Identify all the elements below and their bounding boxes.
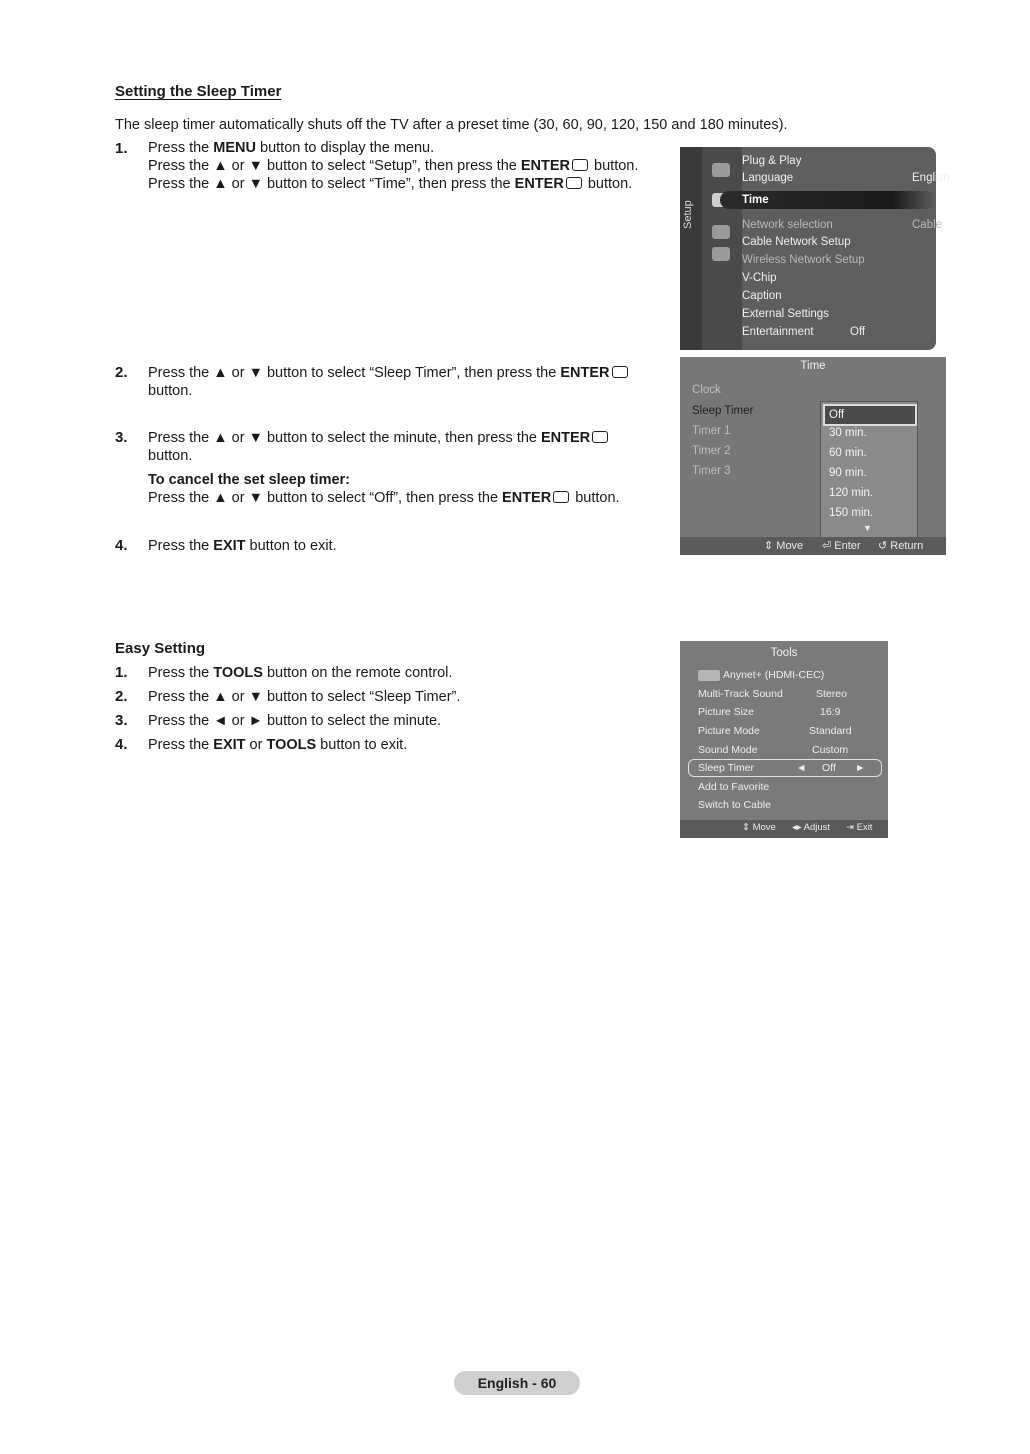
setup-category-label: Setup bbox=[682, 200, 694, 229]
intro-paragraph: The sleep timer automatically shuts off the TV after a preset time (30, 60, 90, 120, 150 and 180 minutes). bbox=[115, 117, 788, 133]
page-footer-label: English - 60 bbox=[454, 1371, 580, 1395]
setup-sidebar bbox=[680, 147, 702, 350]
tools-adjust-hint: ◂▸ Adjust bbox=[792, 822, 831, 833]
right-arrow-icon: ► bbox=[855, 762, 866, 774]
exit-icon: ⇥ bbox=[846, 822, 854, 833]
updown-arrow-icon: ⇕ bbox=[742, 822, 750, 833]
dropdown-option-150: 150 min. bbox=[829, 507, 874, 519]
tools-row-sleep-timer: Sleep Timer ◄ Off ► bbox=[698, 762, 866, 774]
tools-menu-hint-bar bbox=[680, 820, 888, 838]
step-2-number: 2. bbox=[115, 364, 128, 381]
tools-row-picture-mode: Picture Mode Standard bbox=[698, 725, 852, 737]
enter-hint: ⏎ Enter bbox=[822, 540, 861, 552]
return-hint: ↺ Return bbox=[878, 540, 924, 552]
step-4-text: Press the EXIT button to exit. bbox=[148, 538, 337, 554]
dropdown-option-off: Off bbox=[823, 404, 917, 426]
dropdown-option-90: 90 min. bbox=[829, 467, 867, 479]
scroll-down-icon: ▼ bbox=[863, 523, 872, 533]
easy-step-2-text: Press the ▲ or ▼ button to select “Sleep Timer”. bbox=[148, 689, 461, 705]
step-3-text: Press the ▲ or ▼ button to select the minute, then press the ENTER button. bbox=[148, 429, 658, 465]
tools-exit-hint: ⇥ Exit bbox=[846, 822, 873, 833]
cancel-text: Press the ▲ or ▼ button to select “Off”, then press the ENTER button. bbox=[148, 490, 620, 506]
step-1-text bbox=[148, 139, 638, 193]
time-row-timer-2: Timer 2 bbox=[692, 445, 731, 457]
category-icon-column bbox=[702, 147, 742, 350]
setup-item-language: Language English bbox=[742, 172, 950, 184]
enter-icon bbox=[572, 159, 588, 171]
setup-item-entertainment: Entertainment Off bbox=[742, 326, 866, 338]
dropdown-option-60: 60 min. bbox=[829, 447, 867, 459]
time-menu-title: Time bbox=[800, 360, 826, 372]
section-title-easy-setting: Easy Setting bbox=[115, 640, 206, 657]
step-1-number: 1. bbox=[115, 140, 128, 157]
enter-icon bbox=[592, 431, 608, 443]
tools-row-add-to-favorite: Add to Favorite bbox=[698, 781, 770, 793]
enter-icon bbox=[566, 177, 582, 189]
enter-icon bbox=[553, 491, 569, 503]
tools-menu-title: Tools bbox=[770, 647, 798, 659]
easy-step-1-number: 1. bbox=[115, 664, 128, 681]
enter-icon bbox=[612, 366, 628, 378]
updown-arrow-icon: ⇕ bbox=[764, 540, 774, 552]
dropdown-option-120: 120 min. bbox=[829, 487, 874, 499]
step-1-line-1: Press the MENU button to display the menu. bbox=[148, 140, 435, 156]
easy-step-4-text: Press the EXIT or TOOLS button to exit. bbox=[148, 737, 408, 753]
step-1-line-2: Press the ▲ or ▼ button to select “Setup”, then press the ENTER button. bbox=[148, 158, 639, 174]
anynet-logo-icon bbox=[698, 670, 720, 681]
picture-icon bbox=[712, 163, 730, 177]
setup-item-time: Time bbox=[742, 194, 769, 206]
dropdown-option-30: 30 min. bbox=[829, 427, 867, 439]
tools-menu-screenshot bbox=[680, 641, 888, 838]
setup-item-wireless-network-setup: Wireless Network Setup bbox=[742, 254, 865, 266]
time-row-timer-1: Timer 1 bbox=[692, 425, 731, 437]
left-arrow-icon: ◄ bbox=[796, 762, 807, 774]
tools-row-picture-size: Picture Size 16:9 bbox=[698, 706, 841, 718]
setup-item-external-settings: External Settings bbox=[742, 308, 829, 320]
easy-step-3-text: Press the ◄ or ► button to select the minute. bbox=[148, 713, 442, 729]
move-hint: ⇕ Move bbox=[764, 540, 804, 552]
easy-step-2-number: 2. bbox=[115, 688, 128, 705]
tools-row-anynet: Anynet+ (HDMI-CEC) bbox=[698, 667, 824, 683]
input-icon bbox=[712, 225, 730, 239]
easy-step-1-text: Press the TOOLS button on the remote control. bbox=[148, 665, 453, 681]
step-1-line-3: Press the ▲ or ▼ button to select “Time”, then press the ENTER button. bbox=[148, 176, 633, 192]
setup-menu-screenshot bbox=[680, 147, 950, 350]
tools-row-multi-track-sound: Multi-Track Sound Stereo bbox=[698, 688, 847, 700]
step-3-number: 3. bbox=[115, 429, 128, 446]
step-4-number: 4. bbox=[115, 537, 128, 554]
step-2-text: Press the ▲ or ▼ button to select “Sleep Timer”, then press the ENTER button. bbox=[148, 364, 658, 400]
easy-step-4-number: 4. bbox=[115, 736, 128, 753]
leftright-arrow-icon: ◂▸ bbox=[792, 822, 802, 833]
return-icon: ↺ bbox=[878, 540, 888, 552]
enter-icon: ⏎ bbox=[822, 540, 832, 552]
setup-item-plug-and-play: Plug & Play bbox=[742, 155, 802, 167]
sleep-timer-dropdown bbox=[820, 401, 918, 539]
easy-step-3-number: 3. bbox=[115, 712, 128, 729]
tools-move-hint: ⇕ Move bbox=[742, 822, 776, 833]
setup-item-caption: Caption bbox=[742, 290, 782, 302]
tools-row-switch-to-cable: Switch to Cable bbox=[698, 799, 771, 811]
setup-item-v-chip: V-Chip bbox=[742, 272, 777, 284]
application-icon bbox=[712, 247, 730, 261]
time-row-sleep-timer: Sleep Timer bbox=[692, 405, 754, 417]
setup-item-cable-network-setup: Cable Network Setup bbox=[742, 236, 851, 248]
time-menu-hint-bar bbox=[680, 537, 946, 555]
tools-row-sound-mode: Sound Mode Custom bbox=[698, 744, 849, 756]
cancel-heading: To cancel the set sleep timer: bbox=[148, 472, 350, 488]
time-row-timer-3: Timer 3 bbox=[692, 465, 731, 477]
time-menu-screenshot bbox=[680, 357, 946, 555]
setup-item-network-selection: Network selection Cable bbox=[742, 219, 943, 231]
section-title-sleep-timer: Setting the Sleep Timer bbox=[115, 83, 282, 100]
time-row-clock: Clock bbox=[692, 384, 721, 396]
